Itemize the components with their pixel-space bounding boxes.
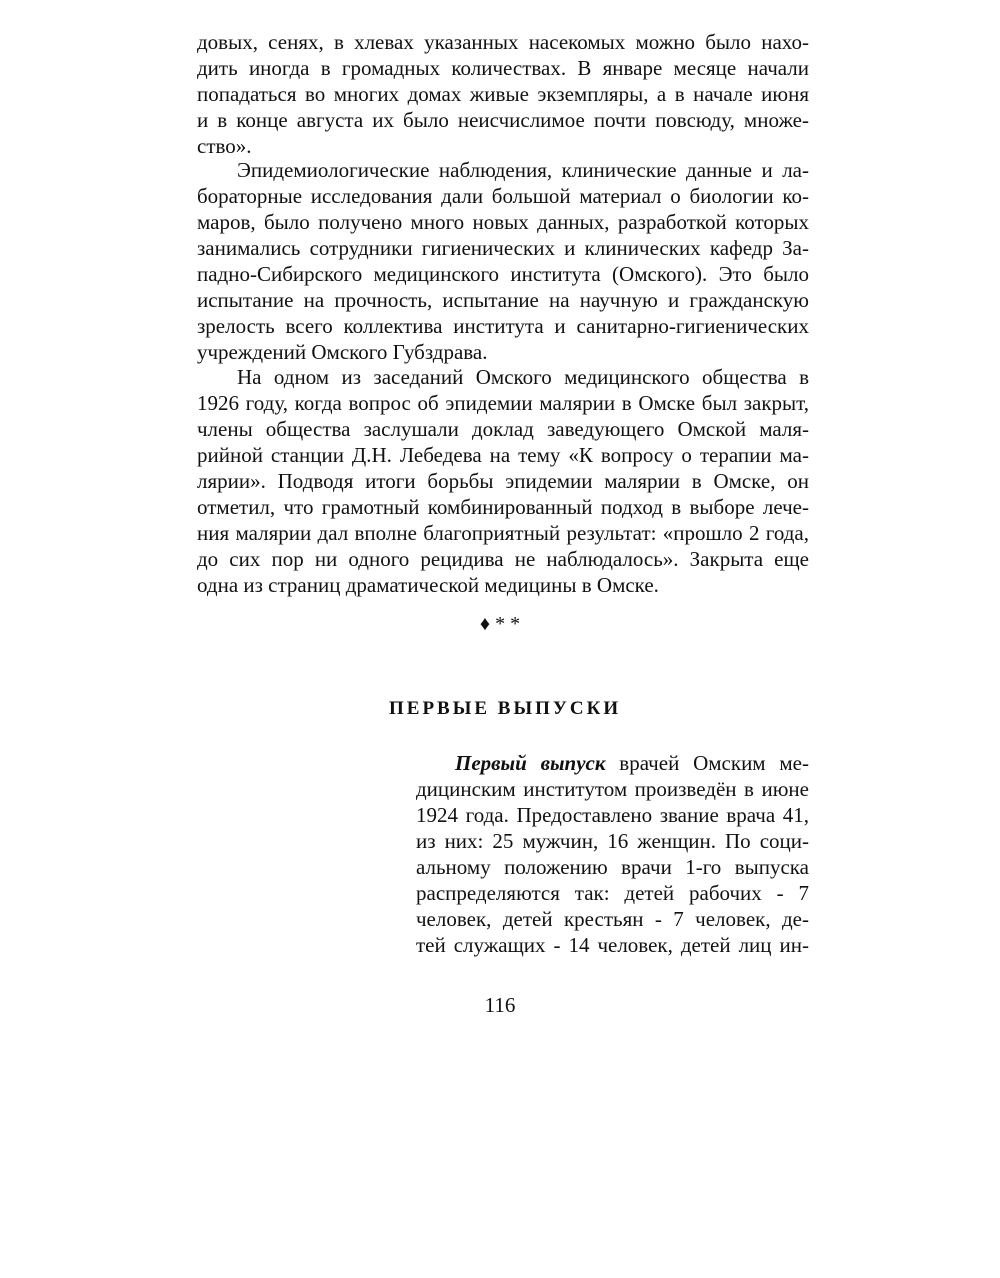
text-line: из них: 25 мужчин, 16 женщин. По соци- bbox=[416, 829, 809, 853]
text-line: 1924 года. Предоставлено звание врача 41, bbox=[416, 803, 809, 827]
text-line: маров, было получено много новых данных, разработкой которых bbox=[197, 210, 809, 234]
text-line: зрелость всего коллектива института и санитарно-гигиенических bbox=[197, 314, 809, 338]
text-line: бораторные исследования дали большой материал о биологии ко- bbox=[197, 184, 809, 208]
text-line: дицинским институтом произведён в июне bbox=[416, 777, 809, 801]
text-line: На одном из заседаний Омского медицинского общества в bbox=[237, 365, 809, 389]
text-line-lead bbox=[455, 750, 809, 776]
lead-rest-text: врачей Омским ме- bbox=[605, 751, 809, 775]
text-line: 1926 году, когда вопрос об эпидемии малярии в Омске был закрыт, bbox=[197, 391, 809, 415]
text-line: учреждений Омского Губздрава. bbox=[197, 340, 488, 364]
text-line: до сих пор ни одного рецидива не наблюдалось». Закрыта еще bbox=[197, 547, 809, 571]
text-line: лярии». Подводя итоги борьбы эпидемии малярии в Омске, он bbox=[197, 469, 809, 493]
text-line: попадаться во многих домах живые экземпляры, а в начале июня bbox=[197, 82, 809, 106]
text-line: испытание на прочность, испытание на научную и гражданскую bbox=[197, 288, 809, 312]
text-line: ния малярии дал вполне благоприятный результат: «прошло 2 года, bbox=[197, 521, 809, 545]
text-line: довых, сенях, в хлевах указанных насекомых можно было нахо- bbox=[197, 30, 809, 54]
text-line: распределяются так: детей рабочих - 7 bbox=[416, 881, 809, 905]
text-line: отметил, что грамотный комбинированный подход в выборе лече- bbox=[197, 495, 809, 519]
text-line: одна из страниц драматической медицины в Омске. bbox=[197, 573, 659, 597]
text-line: тей служащих - 14 человек, детей лиц ин- bbox=[416, 933, 809, 957]
text-line: и в конце августа их было неисчислимое почти повсюду, множе- bbox=[197, 108, 809, 132]
text-line: ство». bbox=[197, 134, 252, 158]
text-line: Эпидемиологические наблюдения, клинические данные и ла- bbox=[237, 158, 809, 182]
text-line: альному положению врачи 1-го выпуска bbox=[416, 855, 809, 879]
text-line: дить иногда в громадных количествах. В январе месяце начали bbox=[197, 56, 809, 80]
lead-bold-text: Первый выпуск bbox=[455, 751, 606, 775]
text-line: занимались сотрудники гигиенических и клинических кафедр За- bbox=[197, 236, 809, 260]
section-separator: ♦ * * bbox=[479, 613, 521, 635]
text-line: падно-Сибирского медицинского института (Омского). Это было bbox=[197, 262, 809, 286]
text-line: рийной станции Д.Н. Лебедева на тему «К вопросу о терапии ма- bbox=[197, 443, 809, 467]
page-number: 116 bbox=[484, 993, 516, 1017]
text-line: члены общества заслушали доклад заведующего Омской маля- bbox=[197, 417, 809, 441]
text-line: человек, детей крестьян - 7 человек, де- bbox=[416, 907, 809, 931]
section-heading: ПЕРВЫЕ ВЫПУСКИ bbox=[389, 698, 622, 719]
